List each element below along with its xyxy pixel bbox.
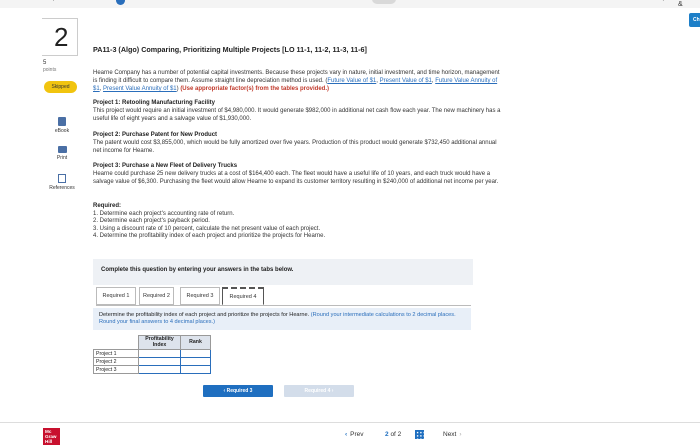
required-item: 2. Determine each project's payback period. (93, 218, 210, 225)
ebook-tool[interactable] (44, 117, 80, 134)
required-section (93, 203, 505, 241)
project-2-heading: Project 2: Purchase Patent for New Product (93, 132, 218, 138)
header-rank: Rank (181, 336, 211, 350)
references-tool[interactable] (44, 174, 80, 191)
logo-line: Mc (45, 429, 52, 434)
rank-input[interactable] (181, 366, 211, 374)
tab-required-4[interactable]: Required 4 (222, 287, 264, 305)
project-3-text: Hearne could purchase 25 new delivery trucks at a cost of $164,400 each. The fleet would have a useful life of 10 years, and each truck would have a salvage value of $6,300. Purchasing the fleet would allow Hearne to expand its customer territory resulting in $240,000 of additional net income per year. (93, 171, 499, 185)
project-1-description (93, 99, 505, 123)
points-label: points (43, 67, 57, 73)
page-total: 2 (397, 431, 402, 438)
task-note: (Round your intermediate calculations to 2 decimal places. Round your final answers to 4 decimal places.) (99, 312, 456, 325)
print-label: Print (56, 155, 68, 161)
profitability-index-input[interactable] (139, 358, 181, 366)
print-tool[interactable] (44, 146, 80, 161)
chevron-left-icon: ‹ (223, 388, 227, 394)
project-2-text: The patent would cost $3,855,000, which would be fully amortized over five years. Production of this product would generate $732,450 additional annual net income for Hearne. (93, 140, 497, 154)
intro-text: Hearne Company has a number of potential capital investments. Because these projects vary in nature, initial investment, and time horizon, management is finding it difficult to compare them. Assume straight line depreciation method is used. ( (93, 70, 500, 84)
top-bar (0, 0, 700, 8)
logo-line: Hill (45, 439, 53, 444)
prev-button[interactable] (345, 431, 364, 438)
problem-title: PA11-3 (Algo) Comparing, Prioritizing Multiple Projects [LO 11-1, 11-2, 11-3, 11-6] (93, 45, 367, 54)
task-text: Determine the profitability index of each project and prioritize the projects for Hearne. (99, 312, 310, 318)
references-label: References (49, 185, 75, 191)
info-icon[interactable] (116, 0, 125, 5)
grid-icon[interactable] (415, 430, 424, 439)
project-1-heading: Project 1: Retooling Manufacturing Facility (93, 100, 216, 106)
printer-icon (58, 146, 67, 153)
copy-icon (58, 174, 66, 183)
project-1-text: This project would require an initial investment of $4,980,000. It would generate $982,000 in additional net cash flow each year. The new machinery has a useful life of eight years and a salvage value of $1,930,000. (93, 108, 501, 122)
header-profitability-index: Profitability Index (139, 336, 181, 350)
row-label: Project 3 (94, 366, 139, 374)
help-link[interactable] (652, 0, 666, 1)
next-button[interactable] (443, 431, 462, 438)
required-heading: Required: (93, 203, 122, 209)
center-pill-control[interactable] (372, 0, 396, 4)
present-value-annuity-link[interactable]: Present Value Annuity of $1 (103, 86, 177, 92)
project-3-heading: Project 3: Purchase a New Fleet of Delivery Trucks (93, 163, 238, 169)
chevron-right-icon: › (459, 431, 462, 438)
points-value: 5 (43, 60, 47, 66)
chapter-title (40, 0, 110, 1)
required-item: 1. Determine each project's accounting rate of return. (93, 210, 235, 217)
table-row (94, 350, 211, 358)
row-label: Project 2 (94, 358, 139, 366)
tab-required-1[interactable]: Required 1 (96, 287, 136, 305)
required-item: 3. Using a discount rate of 10 percent, calculate the net present value of each project. (93, 225, 321, 232)
profitability-index-input[interactable] (139, 366, 181, 374)
skipped-badge: Skipped (44, 81, 77, 93)
mcgraw-hill-logo (43, 428, 60, 445)
chevron-right-icon: › (330, 388, 334, 394)
check-my-work-button[interactable]: Ch (689, 13, 700, 27)
tab-required-2[interactable]: Required 2 (139, 287, 174, 305)
rank-input[interactable] (181, 358, 211, 366)
book-icon (58, 117, 66, 126)
ebook-label: eBook (54, 128, 70, 134)
next-label: Next (443, 431, 457, 438)
page-of: of (390, 431, 396, 438)
profitability-index-input[interactable] (139, 350, 181, 358)
logo-line: Graw (45, 434, 57, 439)
project-2-description (93, 131, 505, 155)
page-current: 2 (385, 431, 389, 438)
answer-panel-instruction: Complete this question by entering your answers in the tabs below. (101, 267, 294, 273)
next-requirement-label: Required 4 (304, 388, 331, 394)
table-row (94, 358, 211, 366)
chevron-left-icon: ‹ (345, 431, 348, 438)
previous-requirement-label: Required 3 (226, 388, 253, 394)
problem-intro: Hearne Company has a number of potential capital investments. Because these projects vary in nature, initial investment, and time horizon, management is finding it difficult to compare them. Assume straight line depreciation method is used. (Future Value of $1, Present Value of $1, Future Value Annuity of $1, Present Value Annuity of $1) (Use appropriate factor(s) from the tables provided.) (93, 70, 500, 92)
present-value-link[interactable]: Present Value of $1 (379, 78, 432, 84)
tab-divider (96, 305, 471, 306)
project-3-description (93, 162, 505, 186)
prev-label: Prev (350, 431, 364, 438)
points-info (43, 60, 56, 74)
question-number: 2 (54, 22, 69, 52)
previous-requirement-button[interactable] (203, 385, 273, 397)
table-instruction: (Use appropriate factor(s) from the tables provided.) (180, 86, 330, 92)
table-corner (94, 336, 139, 350)
table-row (94, 366, 211, 374)
rank-input[interactable] (181, 350, 211, 358)
page-indicator (385, 431, 401, 438)
task-instruction (93, 308, 471, 330)
answer-table (93, 335, 211, 374)
future-value-link[interactable]: Future Value of $1 (327, 78, 377, 84)
row-label: Project 1 (94, 350, 139, 358)
required-item: 4. Determine the profitability index of each project and prioritize the projects for Hearne. (93, 233, 326, 240)
next-requirement-button[interactable] (284, 385, 354, 397)
tab-required-3[interactable]: Required 3 (180, 287, 220, 305)
future-value-annuity-link[interactable]: Future Value Annuity of $1 (93, 78, 498, 92)
save-exit-link[interactable]: & (678, 1, 683, 8)
